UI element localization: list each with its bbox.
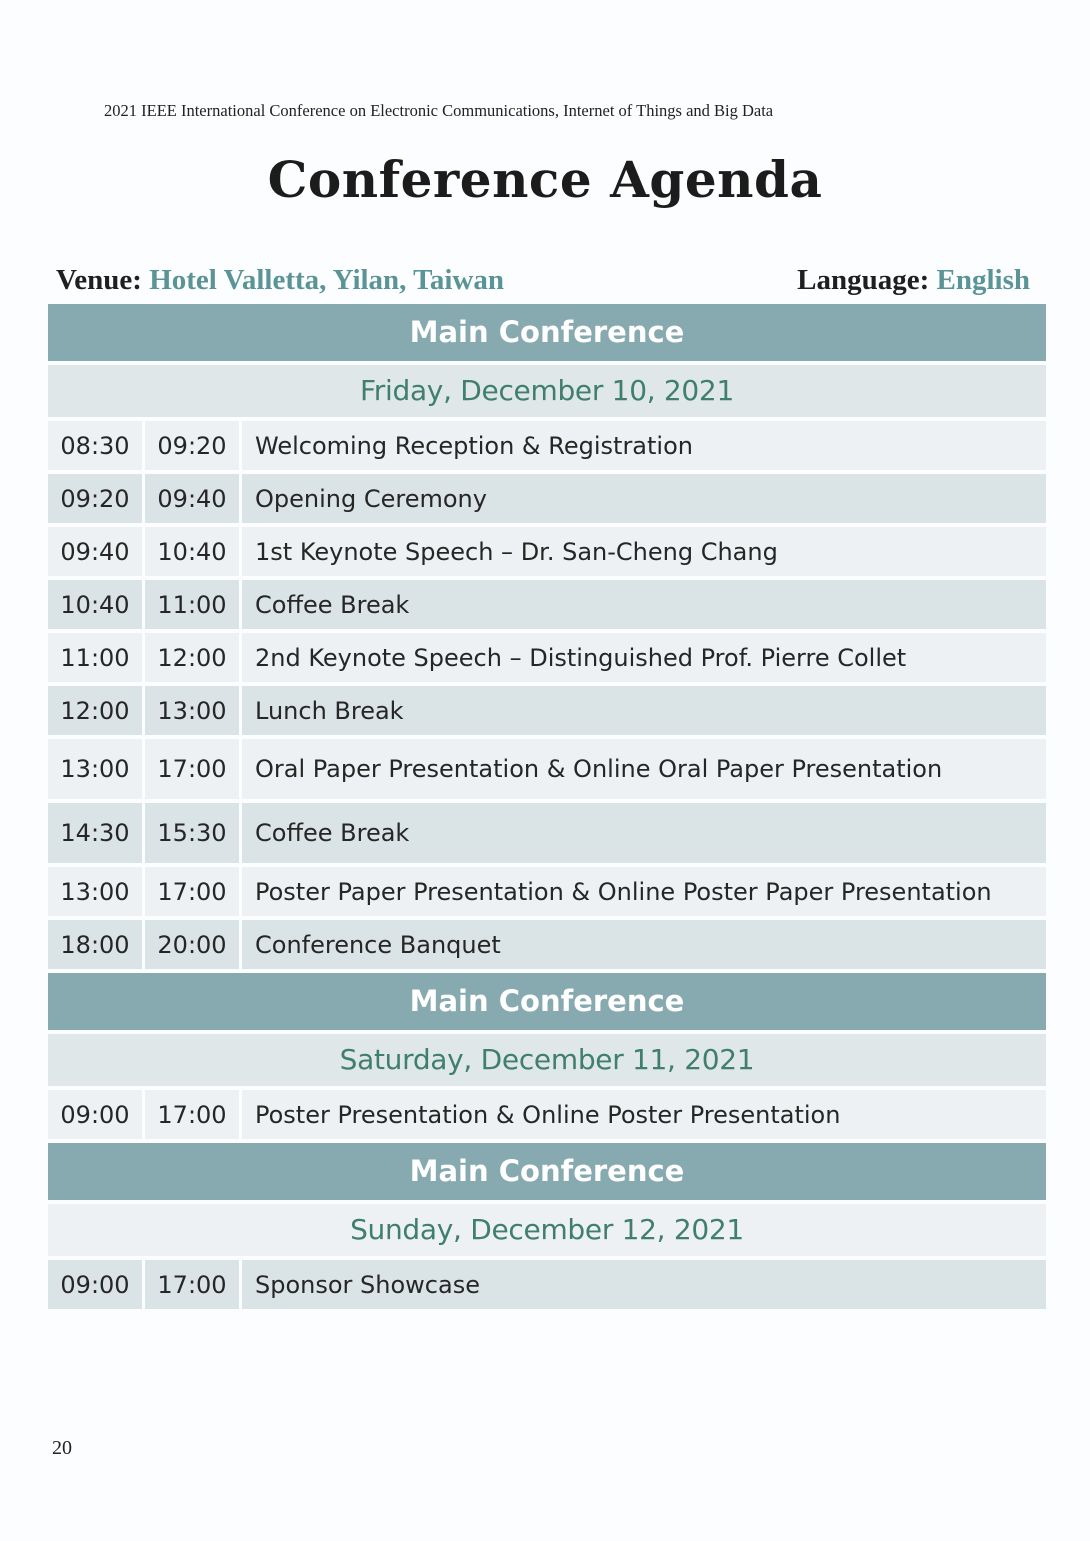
session-row [48,803,1046,863]
section-header: Main Conference [48,1143,1046,1200]
venue-value: Hotel Valletta, Yilan, Taiwan [149,264,504,296]
end-time: 17:00 [145,739,239,799]
session-row [48,474,1046,523]
end-time: 09:20 [145,421,239,470]
start-time: 11:00 [48,633,142,682]
session-title: Poster Presentation & Online Poster Presentation [242,1090,1046,1139]
start-time: 14:30 [48,803,142,863]
session-title: Welcoming Reception & Registration [242,421,1046,470]
session-title: Poster Paper Presentation & Online Poster Paper Presentation [242,867,1046,916]
page-title: Conference Agenda [267,150,823,209]
start-time: 09:20 [48,474,142,523]
venue-label: Venue: [56,264,142,296]
session-title: Opening Ceremony [242,474,1046,523]
end-time: 09:40 [145,474,239,523]
start-time: 09:00 [48,1260,142,1309]
section-header: Main Conference [48,304,1046,361]
page-number: 20 [52,1437,72,1459]
session-title: Sponsor Showcase [242,1260,1046,1309]
venue [56,264,504,297]
start-time: 18:00 [48,920,142,969]
start-time: 08:30 [48,421,142,470]
language [797,264,1030,297]
start-time: 09:40 [48,527,142,576]
running-head: 2021 IEEE International Conference on Electronic Communications, Internet of Things and Big Data [104,101,774,120]
end-time: 11:00 [145,580,239,629]
start-time: 13:00 [48,739,142,799]
start-time: 10:40 [48,580,142,629]
end-time: 13:00 [145,686,239,735]
agenda-table [48,304,1046,1313]
start-time: 09:00 [48,1090,142,1139]
day-heading: Friday, December 10, 2021 [48,365,1046,417]
session-row [48,1090,1046,1139]
end-time: 15:30 [145,803,239,863]
end-time: 17:00 [145,1260,239,1309]
section-header: Main Conference [48,973,1046,1030]
end-time: 10:40 [145,527,239,576]
end-time: 17:00 [145,867,239,916]
language-label: Language: [797,264,930,296]
session-row [48,421,1046,470]
session-row [48,1260,1046,1309]
start-time: 12:00 [48,686,142,735]
day-heading: Saturday, December 11, 2021 [48,1034,1046,1086]
end-time: 17:00 [145,1090,239,1139]
end-time: 12:00 [145,633,239,682]
session-row [48,739,1046,799]
session-title: Oral Paper Presentation & Online Oral Paper Presentation [242,739,1046,799]
session-title: Coffee Break [242,580,1046,629]
session-row [48,527,1046,576]
session-row [48,920,1046,969]
start-time: 13:00 [48,867,142,916]
language-value: English [936,264,1030,296]
session-row [48,686,1046,735]
end-time: 20:00 [145,920,239,969]
session-row [48,580,1046,629]
session-row [48,633,1046,682]
session-title: 1st Keynote Speech – Dr. San-Cheng Chang [242,527,1046,576]
session-row [48,867,1046,916]
session-title: 2nd Keynote Speech – Distinguished Prof. Pierre Collet [242,633,1046,682]
session-title: Coffee Break [242,803,1046,863]
session-title: Conference Banquet [242,920,1046,969]
venue-language-row [56,264,1030,302]
session-title: Lunch Break [242,686,1046,735]
day-heading: Sunday, December 12, 2021 [48,1204,1046,1256]
